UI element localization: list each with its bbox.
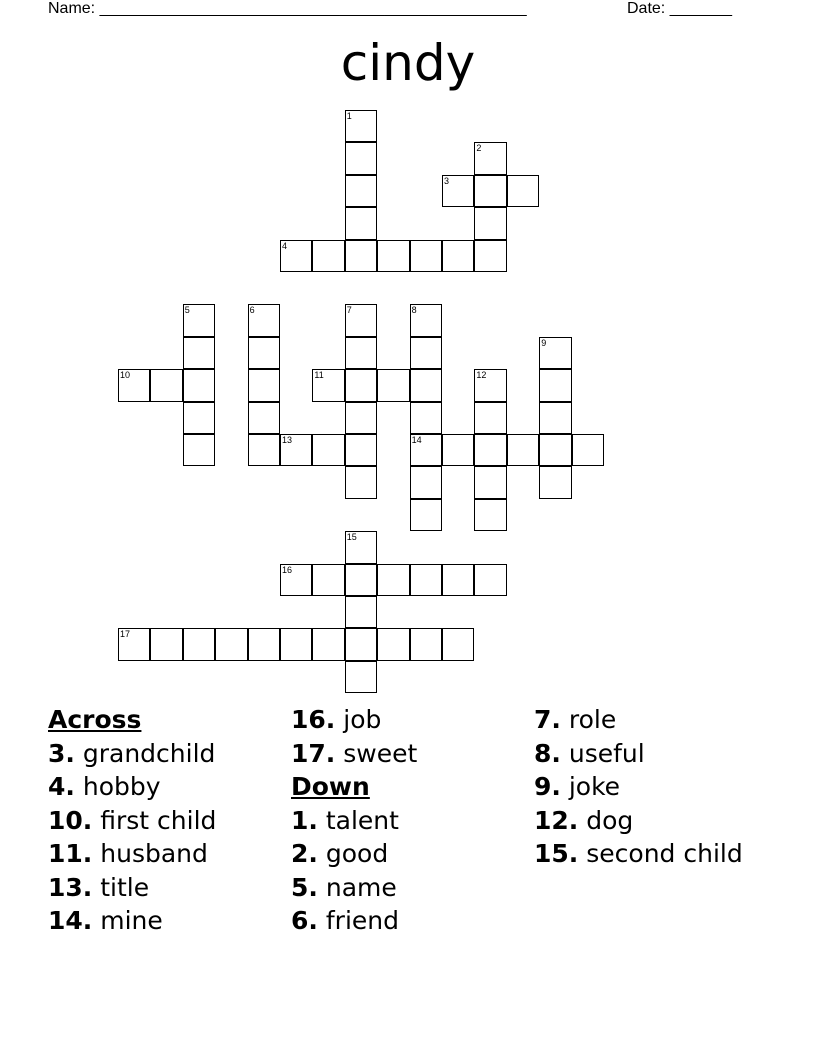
grid-cell[interactable] xyxy=(474,207,506,239)
grid-cell[interactable] xyxy=(280,628,312,660)
clue-column-1 xyxy=(48,703,216,938)
grid-cell[interactable] xyxy=(474,175,506,207)
cell-number: 6 xyxy=(249,305,255,316)
grid-cell[interactable] xyxy=(474,564,506,596)
grid-cell[interactable] xyxy=(410,240,442,272)
clue-down-9: 9. joke xyxy=(534,772,621,801)
grid-cell[interactable] xyxy=(248,628,280,660)
across-heading: Across xyxy=(48,705,142,734)
grid-cell[interactable] xyxy=(183,369,215,401)
grid-cell[interactable] xyxy=(410,564,442,596)
grid-cell[interactable] xyxy=(280,434,312,466)
grid-cell[interactable] xyxy=(345,402,377,434)
grid-cell[interactable] xyxy=(474,142,506,174)
clue-across-16: 16. job xyxy=(291,705,382,734)
clue-column-2 xyxy=(291,703,417,938)
cell-number: 8 xyxy=(411,305,417,316)
grid-cell[interactable] xyxy=(345,531,377,563)
cell-number: 7 xyxy=(346,305,352,316)
grid-cell[interactable] xyxy=(442,628,474,660)
grid-cell[interactable] xyxy=(345,142,377,174)
clue-down-2: 2. good xyxy=(291,839,389,868)
grid-cell[interactable] xyxy=(118,369,150,401)
grid-cell[interactable] xyxy=(280,240,312,272)
grid-cell[interactable] xyxy=(248,402,280,434)
puzzle-title: cindy xyxy=(340,34,476,92)
name-field-label: Name: ________________________________________________ xyxy=(48,0,527,17)
clue-across-4: 4. hobby xyxy=(48,772,161,801)
grid-cell[interactable] xyxy=(442,175,474,207)
clue-across-3: 3. grandchild xyxy=(48,738,216,768)
grid-cell[interactable] xyxy=(345,628,377,660)
grid-cell[interactable] xyxy=(345,466,377,498)
clue-down-5: 5. name xyxy=(291,872,397,902)
grid-cell[interactable] xyxy=(248,304,280,336)
grid-cell[interactable] xyxy=(280,564,312,596)
grid-cell[interactable] xyxy=(474,434,506,466)
grid-cell[interactable] xyxy=(474,402,506,434)
grid-cell[interactable] xyxy=(474,499,506,531)
grid-cell[interactable] xyxy=(377,628,409,660)
grid-cell[interactable] xyxy=(248,337,280,369)
grid-cell[interactable] xyxy=(215,628,247,660)
cell-number: 11 xyxy=(314,370,324,381)
cell-number: 12 xyxy=(476,370,487,381)
grid-cell[interactable] xyxy=(345,110,377,142)
clue-across-17: 17. sweet xyxy=(291,738,418,768)
grid-cell[interactable] xyxy=(183,628,215,660)
grid-cell[interactable] xyxy=(312,564,344,596)
grid-cell[interactable] xyxy=(539,434,571,466)
cell-number: 4 xyxy=(282,240,288,251)
grid-cell[interactable] xyxy=(248,434,280,466)
cell-number: 17 xyxy=(120,629,131,640)
grid-cell[interactable] xyxy=(345,337,377,369)
grid-cell[interactable] xyxy=(312,628,344,660)
grid-cell[interactable] xyxy=(377,369,409,401)
grid-cell[interactable] xyxy=(474,240,506,272)
grid-cell[interactable] xyxy=(442,434,474,466)
grid-cell[interactable] xyxy=(410,337,442,369)
grid-cell[interactable] xyxy=(118,628,150,660)
grid-cell[interactable] xyxy=(345,434,377,466)
grid-cell[interactable] xyxy=(345,304,377,336)
grid-cell[interactable] xyxy=(183,434,215,466)
grid-cell[interactable] xyxy=(150,369,182,401)
grid-cell[interactable] xyxy=(248,369,280,401)
clue-across-14: 14. mine xyxy=(48,906,163,935)
grid-cell[interactable] xyxy=(474,369,506,401)
cell-number: 15 xyxy=(346,532,357,543)
clue-down-8: 8. useful xyxy=(534,738,645,768)
clue-down-12: 12. dog xyxy=(534,805,634,835)
clue-down-1: 1. talent xyxy=(291,805,399,835)
cell-number: 1 xyxy=(346,111,352,121)
grid-cell[interactable] xyxy=(507,434,539,466)
grid-cell[interactable] xyxy=(539,337,571,369)
cell-number: 5 xyxy=(184,305,190,316)
grid-cell[interactable] xyxy=(312,434,344,466)
clue-across-10: 10. first child xyxy=(48,805,217,835)
down-heading: Down xyxy=(291,772,370,801)
cell-number: 16 xyxy=(282,564,293,575)
grid-cell[interactable] xyxy=(345,564,377,596)
grid-cell[interactable] xyxy=(572,434,604,466)
cell-number: 14 xyxy=(411,435,422,445)
cell-number: 9 xyxy=(541,337,547,348)
grid-cell[interactable] xyxy=(410,466,442,498)
cell-number: 2 xyxy=(476,143,482,154)
grid-cell[interactable] xyxy=(410,304,442,336)
grid-cell[interactable] xyxy=(474,466,506,498)
grid-cell[interactable] xyxy=(539,369,571,401)
grid-cell[interactable] xyxy=(410,628,442,660)
grid-cell[interactable] xyxy=(183,304,215,336)
grid-cell[interactable] xyxy=(539,466,571,498)
grid-cell[interactable] xyxy=(345,661,377,693)
grid-cell[interactable] xyxy=(377,240,409,272)
cell-number: 3 xyxy=(444,175,450,186)
grid-cell[interactable] xyxy=(345,240,377,272)
grid-cell[interactable] xyxy=(345,175,377,207)
grid-cell[interactable] xyxy=(410,499,442,531)
grid-cell[interactable] xyxy=(183,402,215,434)
grid-cell[interactable] xyxy=(345,207,377,239)
cell-number: 10 xyxy=(120,370,131,381)
grid-cell[interactable] xyxy=(507,175,539,207)
grid-cell[interactable] xyxy=(312,240,344,272)
clue-column-3 xyxy=(534,703,743,871)
grid-cell[interactable] xyxy=(183,337,215,369)
grid-cell[interactable] xyxy=(410,402,442,434)
clue-down-15: 15. second child xyxy=(534,839,743,868)
cell-number: 13 xyxy=(282,435,293,445)
clue-down-6: 6. friend xyxy=(291,906,399,935)
clue-across-13: 13. title xyxy=(48,872,150,902)
grid-cell[interactable] xyxy=(377,564,409,596)
grid-cell[interactable] xyxy=(539,402,571,434)
grid-cell[interactable] xyxy=(345,369,377,401)
clue-across-11: 11. husband xyxy=(48,839,208,868)
grid-cell[interactable] xyxy=(442,564,474,596)
grid-cell[interactable] xyxy=(312,369,344,401)
grid-cell[interactable] xyxy=(442,240,474,272)
date-field-label: Date: _______ xyxy=(627,0,732,17)
grid-cell[interactable] xyxy=(410,434,442,466)
clue-down-7: 7. role xyxy=(534,705,617,734)
grid-cell[interactable] xyxy=(345,596,377,628)
grid-cell[interactable] xyxy=(410,369,442,401)
grid-cell[interactable] xyxy=(150,628,182,660)
